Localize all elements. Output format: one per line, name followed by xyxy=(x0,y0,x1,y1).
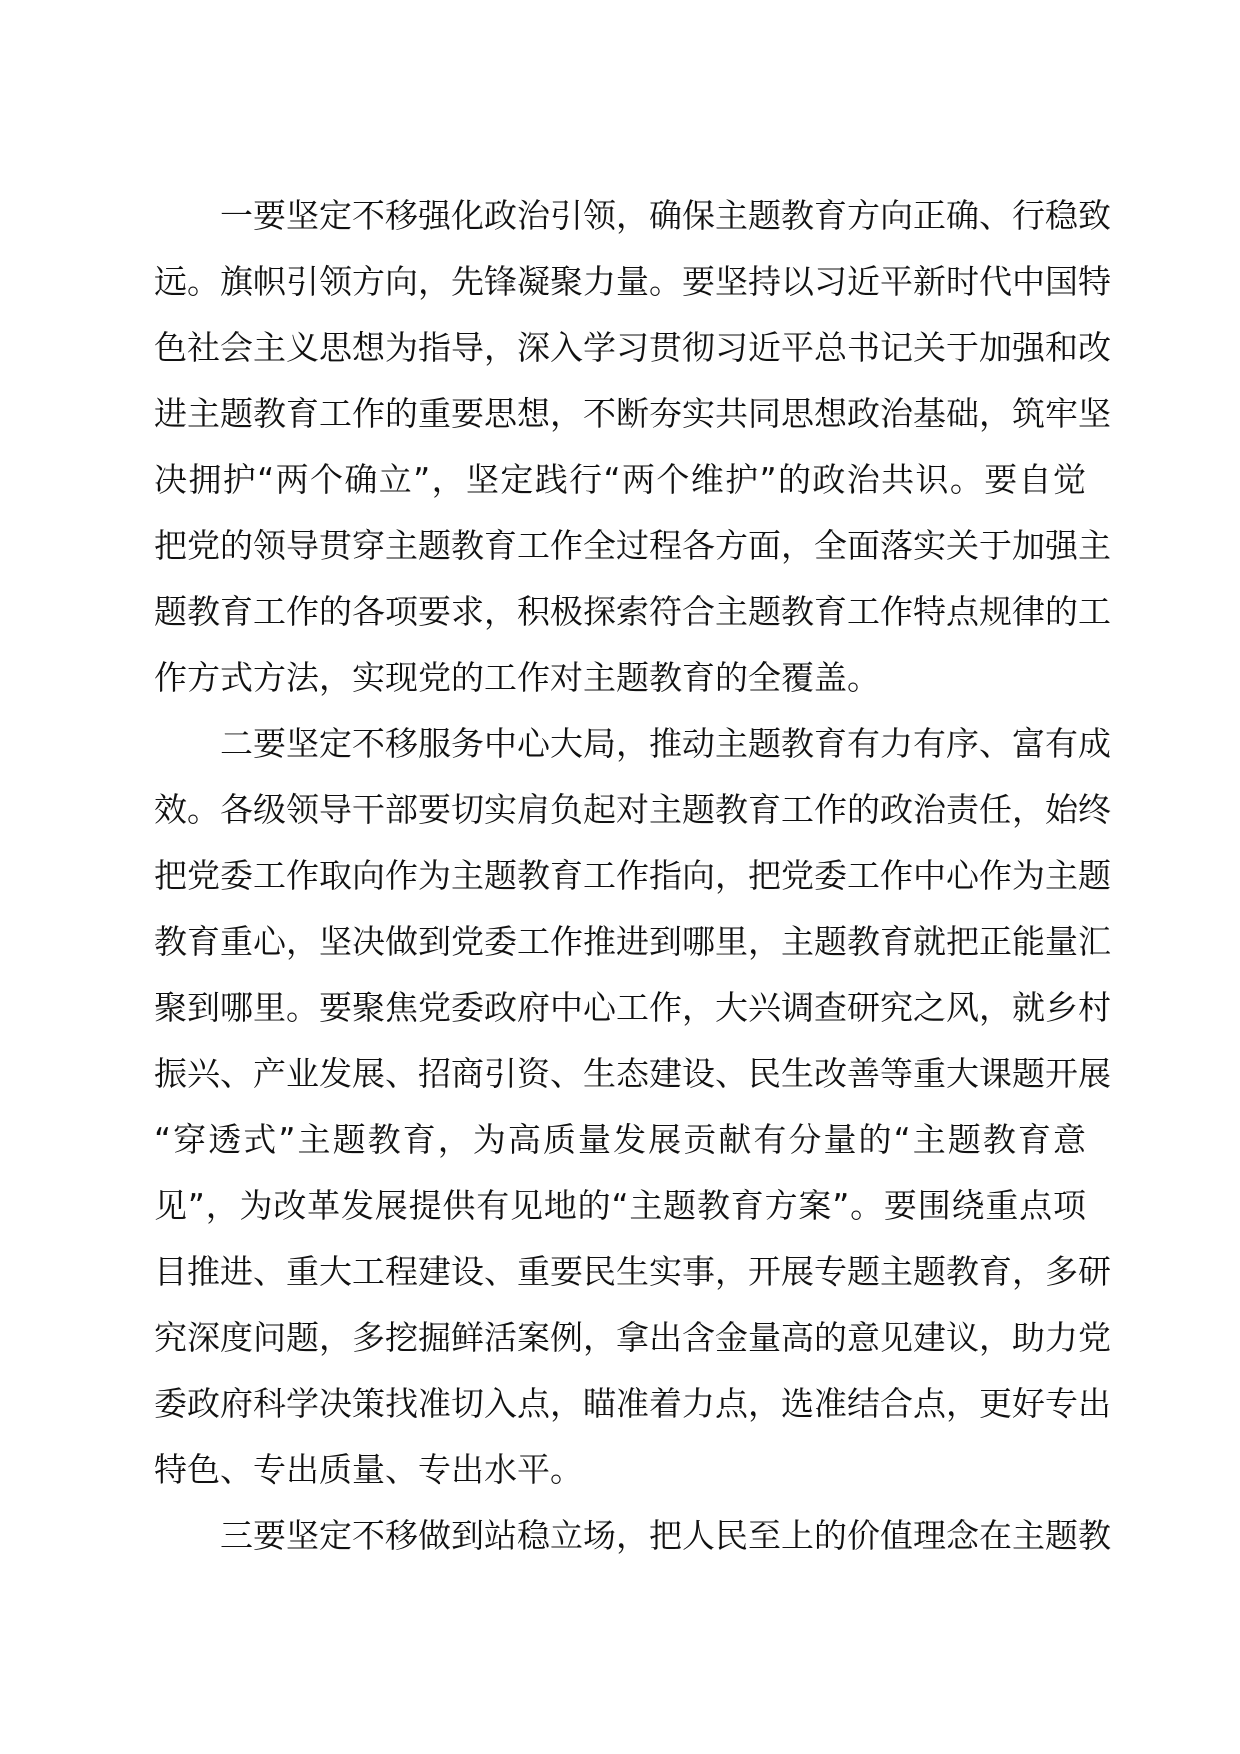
text-line: 进主题教育工作的重要思想，不断夯实共同思想政治基础，筑牢坚 xyxy=(154,394,1111,433)
text-line: 一要坚定不移强化政治引领，确保主题教育方向正确、行稳致 xyxy=(220,196,1111,235)
text-line: 振兴、产业发展、招商引资、生态建设、民生改善等重大课题开展 xyxy=(154,1054,1111,1093)
text-line: 目推进、重大工程建设、重要民生实事，开展专题主题教育，多研 xyxy=(154,1252,1111,1291)
text-line: 色社会主义思想为指导，深入学习贯彻习近平总书记关于加强和改 xyxy=(154,328,1111,367)
text-line: 特色、专出质量、专出水平。 xyxy=(154,1450,583,1489)
text-line: 聚到哪里。要聚焦党委政府中心工作，大兴调查研究之风，就乡村 xyxy=(154,988,1111,1027)
text-line: “穿透式”主题教育，为高质量发展贡献有分量的“主题教育意 xyxy=(154,1120,1086,1159)
text-line: 远。旗帜引领方向，先锋凝聚力量。要坚持以习近平新时代中国特 xyxy=(154,262,1111,301)
text-line: 决拥护“两个确立”，坚定践行“两个维护”的政治共识。要自觉 xyxy=(154,460,1086,499)
text-line: 把党委工作取向作为主题教育工作指向，把党委工作中心作为主题 xyxy=(154,856,1111,895)
text-line: 究深度问题，多挖掘鲜活案例，拿出含金量高的意见建议，助力党 xyxy=(154,1318,1111,1357)
text-line: 教育重心，坚决做到党委工作推进到哪里，主题教育就把正能量汇 xyxy=(154,922,1111,961)
text-line: 题教育工作的各项要求，积极探索符合主题教育工作特点规律的工 xyxy=(154,592,1111,631)
text-line: 二要坚定不移服务中心大局，推动主题教育有力有序、富有成 xyxy=(220,724,1111,763)
text-line: 效。各级领导干部要切实肩负起对主题教育工作的政治责任，始终 xyxy=(154,790,1111,829)
text-line: 作方式方法，实现党的工作对主题教育的全覆盖。 xyxy=(154,658,880,697)
text-line: 委政府科学决策找准切入点，瞄准着力点，选准结合点，更好专出 xyxy=(154,1384,1111,1423)
text-line: 见”，为改革发展提供有见地的“主题教育方案”。要围绕重点项 xyxy=(154,1186,1086,1225)
text-line: 把党的领导贯穿主题教育工作全过程各方面，全面落实关于加强主 xyxy=(154,526,1111,565)
body-text xyxy=(154,183,1111,1569)
text-line: 三要坚定不移做到站稳立场，把人民至上的价值理念在主题教 xyxy=(220,1516,1111,1555)
